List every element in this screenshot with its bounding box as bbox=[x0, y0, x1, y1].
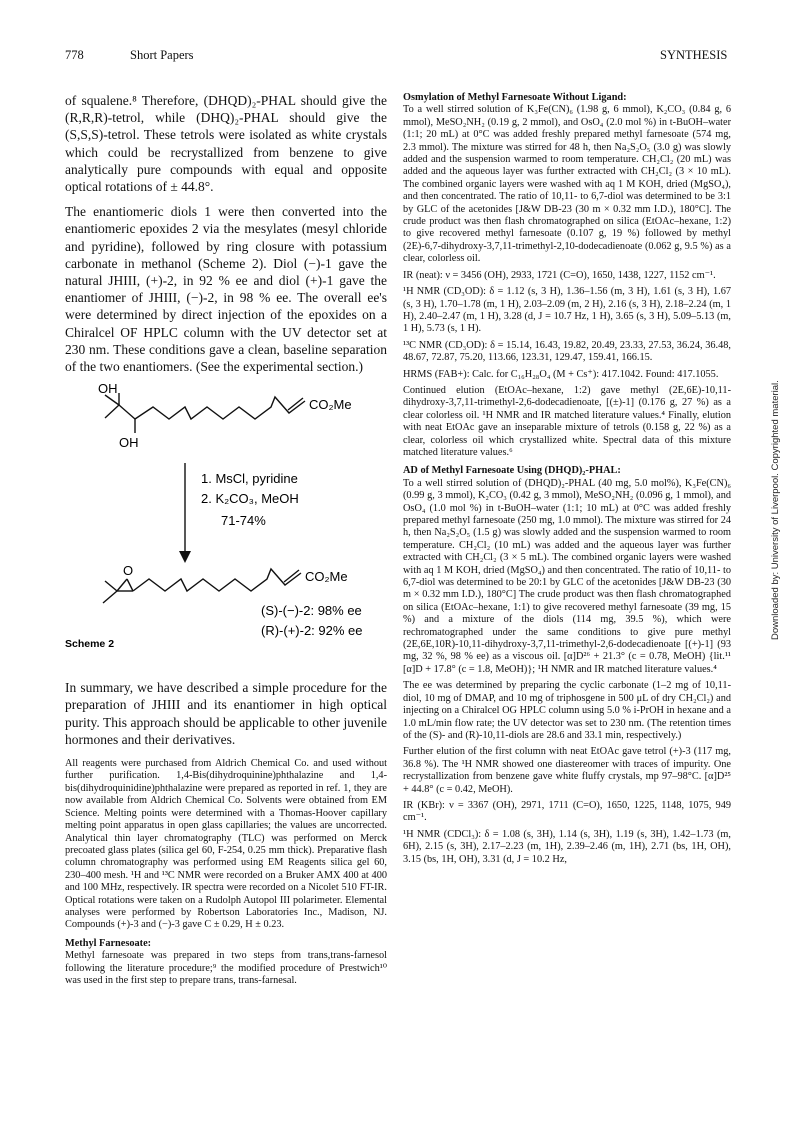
scheme-oh-bottom: OH bbox=[119, 435, 139, 451]
download-watermark: Downloaded by: University of Liverpool. Copyrighted material. bbox=[770, 380, 781, 640]
scheme-epoxide-oxygen: O bbox=[123, 563, 134, 579]
experimental-general: All reagents were purchased from Aldrich Chemical Co. and used without further purification. 1,4-Bis(dihydroquinine)phthalazine and 1,4-bis(dihydroquinidine)phthalazine were prepared as reported in ref. 1, they are now available from Aldrich Chemical Co. Solvents were obtained from EM Science. Melting points were determined with a Thomas-Hoover capillary melting point apparatus in open glass capillaries; the values are uncorrected. Analytical thin layer chromatography (TLC) was performed on Merck precoated glass plates (silica gel 60, F-254, 0.25 mm thick). Preparative flash column chromatography was performed using EM Reagents silica gel 60, 230–400 mesh. ¹H and ¹³C NMR were recorded on a Bruker AMX 400 at 400 and 100 MHz, respectively. IR spectra were recorded on a Nicolet 510 FT-IR. Optical rotations were taken on a Rudolph Autopol III polarimeter. Elemental analyses were performed by Robertson Laboratories Inc., Madison, NJ. Compounds (+)-3 and (−)-3 gave C ± 0.29, H ± 0.23. bbox=[65, 758, 387, 931]
h-nmr-data: ¹H NMR (CD₃OD): δ = 1.12 (s, 3 H), 1.36–1.56 (m, 3 H), 1.61 (s, 3 H), 1.67 (s, 3 H), 1.70–1.78 (m, 1 H), 2.03–2.09 (m, 2 H), 2.16 (s, 3 H), 2.18–2.24 (m, 1 H), 2.40–2.47 (m, 1 H), 3.28 (d, J = 10.7 Hz, 1 H), 3.65 (s, 3 H), 5.09–5.13 (m, 1 H), 5.73 (s, 1 H). bbox=[403, 286, 731, 335]
scheme-ester-label: CO₂Me bbox=[309, 397, 352, 413]
ee-result-r: (R)-(+)-2: 92% ee bbox=[261, 623, 363, 639]
section-heading: Osmylation of Methyl Farnesoate Without Ligand: bbox=[403, 92, 627, 103]
paragraph: In summary, we have described a simple procedure for the preparation of JHIII and its enantiomer in high optical purity. This approach should be applicable to other juvenile hormones and their derivatives. bbox=[65, 680, 387, 747]
h-nmr-data: ¹H NMR (CDCl₃): δ = 1.08 (s, 3H), 1.14 (s, 3H), 1.19 (s, 3H), 1.42–1.73 (m, 6H), 2.15 (s, 3H), 2.17–2.23 (m, 1H), 2.39–2.46 (m, 1H), 2.71 (bs, 1H, OH), 3.15 (bs, 1H, OH), 3.31 (d, J = 10.2 Hz, bbox=[403, 828, 731, 865]
section-heading: Methyl Farnesoate: bbox=[65, 937, 152, 949]
reagent-step-1: 1. MsCl, pyridine bbox=[201, 471, 298, 487]
reaction-yield: 71-74% bbox=[221, 513, 266, 529]
left-column bbox=[65, 92, 387, 991]
paragraph: To a well stirred solution of (DHQD)₂-PHAL (40 mg, 5.0 mol%), K₃Fe(CN)₆ (0.99 g, 3 mmol), K₂CO₃ (0.42 g, 3 mmol), MeSO₂NH₂ (0.096 g, 1 mmol), and OsO₄ (1.0 mol %) in t-BuOH–water (1:1; 10 mL) at 0°C was added freshly prepared methyl farnesoate (250 mg, 1.0 mmol). The mixture was stirred for 24 h, then Na₂S₂O₅ (1.5 g) was slowly added and the suspension warmed to room temperature. CH₂Cl₂ (10 mL) was added and the aqueous layer was further extracted with CH₂Cl₂ (3 × 5 mL). The combined organic layers were washed with aq 1 M KOH, dried (MgSO₄) and then concentrated. The ratio of 10,11- to 6,7-diol was determined to be 20:1 by GLC of the acetonides [J&W DB-23 (30 m × 0.32 mm I.D.), 180°C] The crude product was then flash chromatographed on silica (EtOAc–hexane, 1:1) to give recovered methyl farnesoate (39 mg, 15 %) and a mixture of the diols (114 mg, 39.5 %), which were rechromatographed under the same conditions to give pure methyl (2E,6E,10R)-10,11-dihydroxy-3,7,11-trimethyl-2,6-dodecadienoate [(+)-1] (93 mg, 32 %, 98 % ee) as a viscous oil. [α]D²⁶ + 21.3° (c = 0.78, MeOH) {lit.¹¹ [α]D + 17.8° (c = 1.8, MeOH)}; ¹H NMR and IR matched literature values.⁴ bbox=[403, 477, 731, 675]
c-nmr-data: ¹³C NMR (CD₃OD): δ = 15.14, 16.43, 19.82, 20.49, 23.33, 27.53, 36.24, 36.48, 48.67, 72.87, 75.20, 113.66, 123.31, 129.47, 159.41, 166.15. bbox=[403, 339, 731, 364]
paragraph: Further elution of the first column with neat EtOAc gave tetrol (+)-3 (117 mg, 36.8 %). The ¹H NMR showed one diastereomer with traces of impurity. One recrystallization from benzene gave white fluffy crystals, mp 97–98°C. [α]D²⁵ + 44.8° (c = 0.42, MeOH). bbox=[403, 746, 731, 795]
paragraph: The ee was determined by preparing the cyclic carbonate (1–2 mg of 10,11-diol, 10 mg of DMAP, and 10 mg of triphosgene in 500 μL of dry CH₂Cl₂) and injecting on a Chiralcel OG HPLC column using 5.0 % i-PrOH in hexane and a 1.0 mL/min flow rate; the UV detector was set to 230 nm. (The retention times of the (S)- and (R)-10,11-diols are 28.6 and 33.1 min, respectively.) bbox=[403, 680, 731, 741]
scheme-2-figure bbox=[65, 383, 387, 668]
hrms-data: HRMS (FAB+): Calc. for C₁₆H₂₈O₄ (M + Cs⁺): 417.1042. Found: 417.1055. bbox=[403, 368, 719, 380]
running-head-journal: SYNTHESIS bbox=[660, 48, 728, 62]
scheme-oh-top: OH bbox=[98, 383, 118, 397]
ir-data: IR (KBr): ν = 3367 (OH), 2971, 1711 (C=O), 1650, 1225, 1148, 1075, 949 cm⁻¹. bbox=[403, 799, 731, 824]
ir-data: IR (neat): ν = 3456 (OH), 2933, 1721 (C=O), 1650, 1438, 1227, 1152 cm⁻¹. bbox=[403, 269, 716, 281]
running-head-section: Short Papers bbox=[130, 48, 194, 62]
paragraph: The enantiomeric diols 1 were then converted into the enantiomeric epoxides 2 via the mesylates (mesyl chloride and pyridine), followed by ring closure with potassium carbonate in methanol (Scheme 2). Diol (−)-1 gave the natural JHIII, (+)-2, in 92 % ee and diol (+)-1 gave the enantiomer of JHIII, (−)-2, in 98 % ee. The overall ee's were determined by direct injection of the epoxides on a Chiralcel OF HPLC column with the UV detector set at 230 nm. These conditions gave a clean, baseline separation of the two enantiomers. (See the experimental section.) bbox=[65, 204, 387, 375]
scheme-ester-label: CO₂Me bbox=[305, 569, 348, 585]
paragraph: To a well stirred solution of K₃Fe(CN)₆ (1.98 g, 6 mmol), K₂CO₃ (0.84 g, 6 mmol), MeSO₂NH₂ (0.19 g, 2 mmol), and OsO₄ (2.0 mol %) in t-BuOH–water (1:1; 20 mL) at 0°C was added freshly prepared methyl farnesoate (574 mg, 2.3 mmol). The mixture was stirred for 48 h, then Na₂S₂O₅ (3.0 g) was slowly added and the suspension warmed to room temperature. CH₂Cl₂ (20 mL) was added and the aqueous layer was further extracted with CH₂Cl₂ (3 × 10 mL). The combined organic layers were washed with aq 1 M KOH, dried (MgSO₄), and then concentrated. The ratio of 10,11- to 6,7-diol was determined to be 3:1 by GLC of the acetonides [J&W DB-23 (30 m × 0.32 mm I.D.), 180°C]. The crude product was then flash chromatographed on silica (EtOAc–hexane, 1:2) to give recovered methyl farnesoate (0.107 g, 19 %) followed by methyl (2E)-6,7-dihydroxy-3,7,11-trimethyl-2,10-dodecadienoate (0.062 g, 9.5 %) as a clear, colorless oil. bbox=[403, 104, 731, 265]
paragraph: Methyl farnesoate was prepared in two steps from trans,trans-farnesol following the literature procedure;⁹ the modified procedure of Prestwich¹⁰ was used in the first step to prepare trans, trans-farnesal. bbox=[65, 950, 387, 986]
right-column bbox=[403, 92, 731, 870]
scheme-caption: Scheme 2 bbox=[65, 638, 115, 651]
reagent-step-2: 2. K₂CO₃, MeOH bbox=[201, 491, 299, 507]
paragraph: Continued elution (EtOAc–hexane, 1:2) gave methyl (2E,6E)-10,11-dihydroxy-3,7,11-trimethyl-2,6-dodecadienoate, [(±)-1] (0.176 g, 27 %) as a clear colorless oil. ¹H NMR and IR matched literature values.⁴ Finally, elution with neat EtOAc gave an inseparable mixture of tetrols (0.158 g, 22 %) as a clear, colorless oil which crystallized white. Spectral data of this mixture matched literature values.⁶ bbox=[403, 384, 731, 458]
section-heading: AD of Methyl Farnesoate Using (DHQD)₂-PHAL: bbox=[403, 465, 621, 477]
arrow-head-icon bbox=[179, 551, 191, 563]
page-number: 778 bbox=[65, 48, 84, 62]
ee-result-s: (S)-(−)-2: 98% ee bbox=[261, 603, 362, 619]
paragraph: of squalene.⁸ Therefore, (DHQD)₂-PHAL should give the (R,R,R)-tetrol, while (DHQ)₂-PHAL should give the (S,S,S)-tetrol. These tetrols were isolated as white crystals which could be recrystallized from benzene to give analytically pure compounds with equal and opposite optical rotations of ± 44.8°. bbox=[65, 93, 387, 195]
